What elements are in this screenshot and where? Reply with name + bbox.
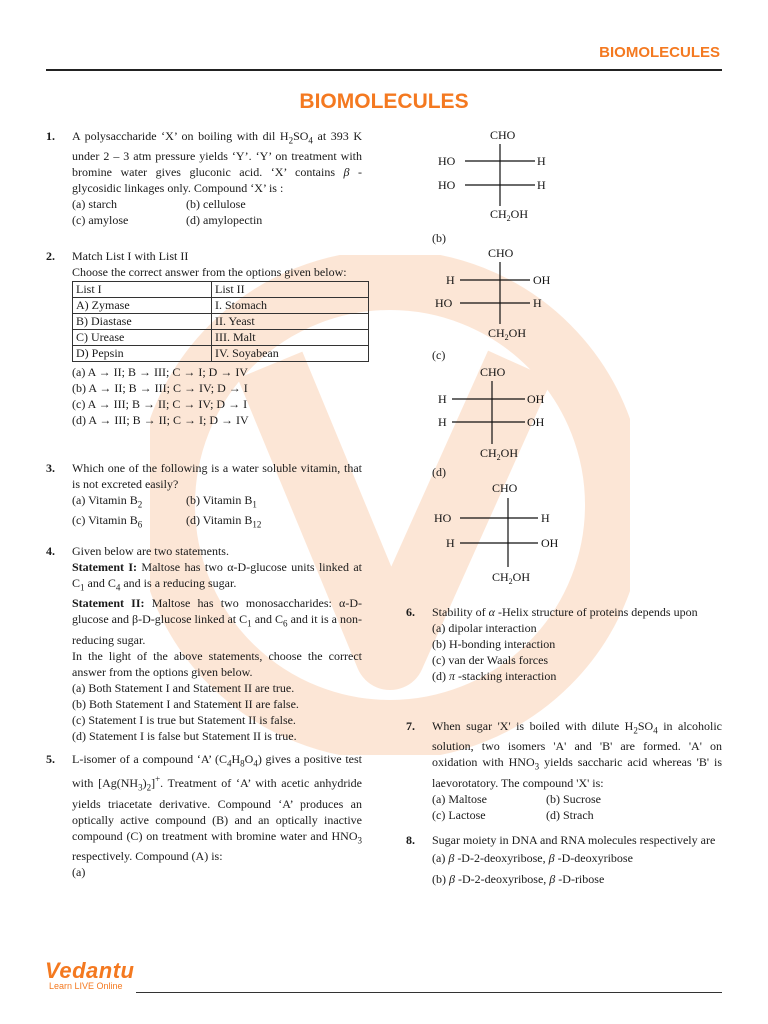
question-number: 5.: [46, 752, 55, 766]
options: [432, 791, 722, 823]
question-text: Match List I with List II: [72, 249, 189, 263]
structure-top: CHO: [492, 481, 518, 495]
row1-right: H: [537, 154, 546, 168]
header-divider: [46, 69, 722, 71]
option-b[interactable]: (b) Sucrose: [546, 791, 601, 806]
option-a[interactable]: (a) Both Statement I and Statement II are true.: [72, 680, 295, 695]
brand-tagline: Learn LIVE Online: [49, 981, 123, 991]
option-d[interactable]: (d) Strach: [546, 807, 594, 822]
option-d[interactable]: (d) amylopectin: [186, 213, 263, 228]
question-number: 6.: [406, 605, 415, 619]
row2-left: HO: [438, 178, 456, 192]
vedantu-logo: [45, 958, 134, 991]
row2-right: OH: [541, 536, 559, 550]
option-a[interactable]: (a) Vitamin $B_2$: [72, 493, 143, 510]
table-row: D) Pepsin IV. Soyabean: [73, 346, 369, 362]
options: [72, 492, 362, 533]
table-row: B) Diastase II. Yeast: [73, 314, 369, 330]
fischer-structure-c: [430, 362, 560, 462]
row2-left: H: [438, 415, 447, 429]
question-text: Stability of α -Helix structure of proteins depends upon: [432, 605, 698, 619]
table-row: C) Urease III. Malt: [73, 330, 369, 346]
question-text: A polysaccharide ‘X’ on boiling with dil $H_2SO_4$ at 393 K under 2 – 3 atm pressure yields ‘Y’. ‘Y’ on treatment with bromine water gives gluconic acid. ‘X’ contains β -glycosidic linkages only. Compound ‘X’ is :: [72, 129, 363, 196]
structure-label-d: (d): [432, 465, 446, 479]
row2-left: HO: [435, 296, 453, 310]
structure-bottom: $CH_2OH$: [488, 326, 527, 342]
structure-top: CHO: [480, 365, 506, 379]
option-a[interactable]: (a) β -D-2-deoxyribose, β -D-deoxyribose: [432, 851, 633, 865]
question-8: [406, 832, 722, 887]
option-d[interactable]: (d) Statement I is false but Statement II is true.: [72, 728, 297, 743]
question-text: Sugar moiety in DNA and RNA molecules respectively are: [432, 833, 716, 847]
question-text: L-isomer of a compound ‘A’ $(C_4H_8O_4)$ gives a positive test with $[Ag(NH_3)_2]^+$. Treatment of ‘A’ with acetic anhydride yields triacetate derivative. Compound ‘A’ produces an optically active compound (B) and an optically inactive compound (C) on treatment with bromine water and $HNO_3$ respectively. Compound (A) is:: [72, 752, 363, 864]
option-d[interactable]: (d) π -stacking interaction: [432, 669, 557, 683]
option-b[interactable]: (b) Vitamin $B_1$: [186, 493, 257, 510]
question-number: 4.: [46, 544, 55, 558]
brand-name: Vedantu: [45, 958, 135, 983]
row2-right: H: [537, 178, 546, 192]
statement-2: Statement II: Maltose has two monosaccharides: α-D-glucose and β-D-glucose linked at $C_1$ and $C_6$ and it is a non-reducing sugar.: [72, 596, 362, 647]
option-a[interactable]: (a) starch: [72, 197, 117, 212]
footer-divider: [136, 992, 722, 993]
option-d[interactable]: (d) Vitamin $B_{12}$: [186, 513, 262, 530]
option-b[interactable]: (b) β -D-2-deoxyribose, β -D-ribose: [432, 872, 605, 886]
structure-bottom: $CH_2OH$: [492, 570, 531, 586]
option-c[interactable]: (c) amylose: [72, 213, 129, 228]
table-header: List II: [211, 282, 368, 298]
question-text: Given below are two statements.: [72, 544, 229, 558]
header-title: BIOMOLECULES: [599, 44, 720, 61]
question-text: Choose the correct answer from the options given below:: [72, 265, 347, 279]
option-a[interactable]: (a) dipolar interaction: [432, 621, 537, 635]
question-number: 3.: [46, 461, 55, 475]
options: [72, 196, 362, 228]
fischer-structure-a: [430, 126, 560, 226]
option-a[interactable]: (a) A → II; B → III; C → I; D → IV: [72, 365, 248, 379]
option-c[interactable]: (c) Lactose: [432, 807, 486, 822]
question-number: 8.: [406, 833, 415, 847]
row1-left: H: [446, 273, 455, 287]
option-c[interactable]: (c) van der Waals forces: [432, 653, 549, 667]
structure-top: CHO: [490, 128, 516, 142]
question-number: 1.: [46, 129, 55, 143]
option-c[interactable]: (c) Statement I is true but Statement II is false.: [72, 712, 296, 727]
question-5: [46, 751, 362, 880]
structure-label-b: (b): [432, 231, 446, 245]
statement-1: Statement I: Maltose has two α-D-glucose units linked at $C_1$ and $C_4$ and is a reducing sugar.: [72, 560, 363, 593]
question-3: [46, 460, 362, 533]
match-table: [72, 281, 369, 362]
fischer-structure-d: [430, 477, 580, 587]
question-text: When sugar 'X' is boiled with dilute $H_2SO_4$ in alcoholic solution, two isomers 'A' and 'B' are formed. 'A' on oxidation with $HNO_3$ yields saccharic acid whereas 'B' is laevorotatory. The compound 'X' is:: [432, 719, 722, 790]
row2-right: OH: [527, 415, 545, 429]
question-prompt: In the light of the above statements, choose the correct answer from the options given below.: [72, 648, 362, 679]
table-row: A) Zymase I. Stomach: [73, 298, 369, 314]
option-d[interactable]: (d) A → III; B → II; C → I; D → IV: [72, 413, 249, 427]
fischer-structure-b: [430, 244, 560, 344]
structure-top: CHO: [488, 246, 514, 260]
option-c[interactable]: (c) A → III; B → II; C → IV; D → I: [72, 397, 248, 411]
row1-right: OH: [527, 392, 545, 406]
option-b[interactable]: (b) H-bonding interaction: [432, 637, 556, 651]
option-b[interactable]: (b) cellulose: [186, 197, 246, 212]
row2-right: H: [533, 296, 542, 310]
row1-left: HO: [438, 154, 456, 168]
question-1: [46, 128, 362, 228]
question-7: [406, 718, 722, 823]
question-number: 2.: [46, 249, 55, 263]
question-4: [46, 543, 362, 744]
row1-right: OH: [533, 273, 551, 287]
structure-label-c: (c): [432, 348, 446, 362]
option-b[interactable]: (b) Both Statement I and Statement II are false.: [72, 696, 299, 711]
option-b[interactable]: (b) A → II; B → III; C → IV; D → I: [72, 381, 248, 395]
table-header: List I: [73, 282, 212, 298]
page-title: BIOMOLECULES: [299, 90, 469, 113]
row2-left: H: [446, 536, 455, 550]
option-c[interactable]: (c) Vitamin $B_6$: [72, 513, 143, 530]
option-a[interactable]: (a): [72, 865, 86, 880]
row1-left: HO: [434, 511, 452, 525]
question-2: [46, 248, 362, 428]
row1-left: H: [438, 392, 447, 406]
option-a[interactable]: (a) Maltose: [432, 791, 487, 806]
question-6: [406, 604, 722, 684]
question-text: Which one of the following is a water soluble vitamin, that is not excreted easily?: [72, 461, 362, 491]
structure-bottom: $CH_2OH$: [480, 446, 519, 462]
question-number: 7.: [406, 719, 415, 733]
structure-bottom: $CH_2OH$: [490, 207, 529, 223]
row1-right: H: [541, 511, 550, 525]
